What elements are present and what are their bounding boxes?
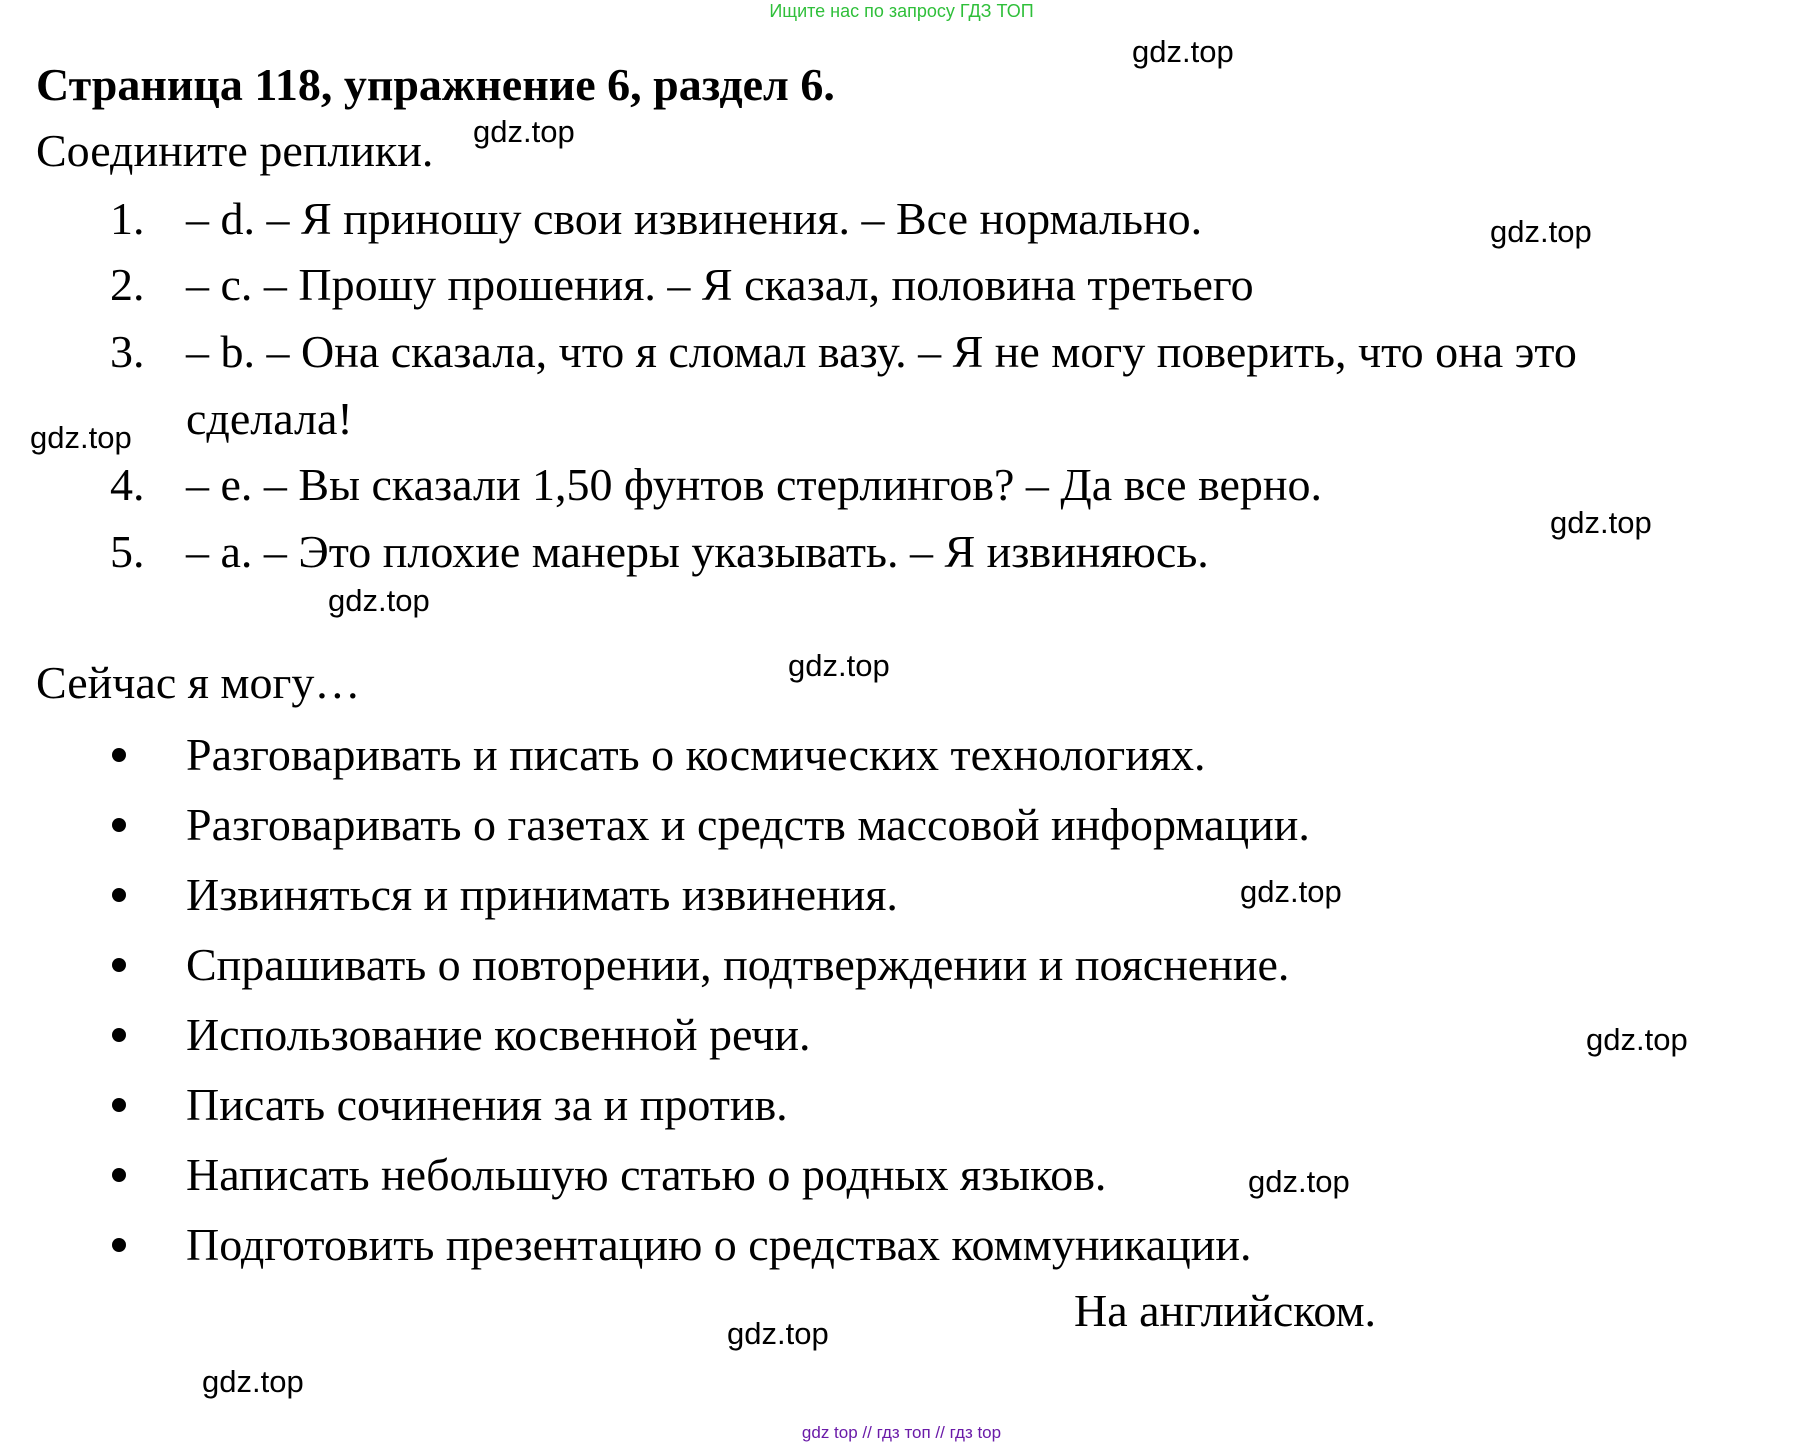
watermark: gdz.top [1248, 1164, 1350, 1199]
bottom-banner: gdz top // гдз топ // гдз top [801, 1423, 1002, 1442]
watermark: gdz.top [1132, 34, 1234, 69]
item-number: 3. [110, 326, 145, 377]
footer-note: На английском. [1074, 1285, 1377, 1336]
item-text: Подготовить презентацию о средствах коммуникации. [186, 1219, 1252, 1270]
top-banner: Ищите нас по запросу ГДЗ ТОП [769, 1, 1034, 21]
bullet-icon [112, 888, 126, 902]
page-title: Страница 118, упражнение 6, раздел 6. [36, 59, 835, 110]
item-number: 5. [110, 526, 145, 577]
watermark: gdz.top [1550, 505, 1652, 540]
item-number: 4. [110, 459, 145, 510]
item-text: Разговаривать и писать о космических технологиях. [186, 729, 1206, 780]
item-text: Писать сочинения за и против. [186, 1079, 788, 1130]
watermark: gdz.top [1240, 874, 1342, 909]
section-heading: Сейчас я могу… [36, 657, 361, 708]
watermark: gdz.top [328, 583, 430, 618]
bullet-icon [112, 1168, 126, 1182]
bullet-icon [112, 958, 126, 972]
instruction-text: Соедините реплики. [36, 125, 434, 176]
watermark: gdz.top [30, 420, 132, 455]
item-number: 2. [110, 259, 145, 310]
item-text: – d. – Я приношу свои извинения. – Все нормально. [186, 193, 1203, 244]
watermark: gdz.top [788, 648, 890, 683]
watermark: gdz.top [473, 114, 575, 149]
item-text: – e. – Вы сказали 1,50 фунтов стерлингов? – Да все верно. [186, 459, 1323, 510]
item-text: Написать небольшую статью о родных языков. [186, 1149, 1107, 1200]
bullet-icon [112, 1238, 126, 1252]
watermark: gdz.top [202, 1364, 304, 1399]
item-number: 1. [110, 193, 145, 244]
item-text: Извиняться и принимать извинения. [186, 869, 898, 920]
item-text: – c. – Прошу прошения. – Я сказал, половина третьего [186, 259, 1254, 310]
watermark: gdz.top [727, 1316, 829, 1351]
watermark: gdz.top [1490, 214, 1592, 249]
bullet-icon [112, 1098, 126, 1112]
bullet-icon [112, 818, 126, 832]
item-text: – b. – Она сказала, что я сломал вазу. – Я не могу поверить, что она это [186, 326, 1577, 377]
item-text: Использование косвенной речи. [186, 1009, 811, 1060]
watermark: gdz.top [1586, 1022, 1688, 1057]
item-text: Спрашивать о повторении, подтверждении и пояснение. [186, 939, 1290, 990]
bullet-icon [112, 1028, 126, 1042]
bullet-icon [112, 748, 126, 762]
item-text: Разговаривать о газетах и средств массовой информации. [186, 799, 1310, 850]
item-text: – a. – Это плохие манеры указывать. – Я извиняюсь. [186, 526, 1209, 577]
item-text-continuation: сделала! [186, 393, 353, 444]
